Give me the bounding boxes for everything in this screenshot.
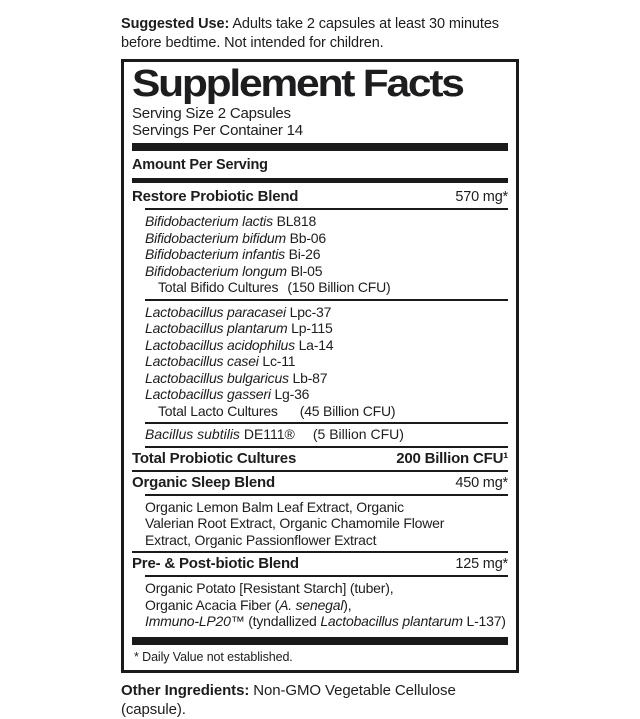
species-name: Bifidobacterium longum	[145, 262, 287, 279]
ingredient-line: Extract, Organic Passionflower Extract	[145, 531, 377, 548]
list-item	[145, 320, 508, 337]
suggested-use	[121, 15, 519, 53]
strain-id: BL818	[272, 213, 317, 229]
lacto-total-value: (45 Billion CFU)	[299, 402, 396, 419]
servings-per-container: Servings Per Container 14	[132, 122, 303, 139]
species-name: Lactobacillus paracasei	[145, 303, 286, 320]
prepost-blend-ingredients	[132, 577, 508, 633]
ingredient-line: Organic Lemon Balm Leaf Extract, Organic	[145, 498, 404, 515]
prepost-blend-amount: 125 mg*	[455, 556, 508, 572]
supplement-facts-panel	[121, 59, 519, 673]
lacto-total-label: Total Lacto Cultures	[158, 402, 278, 419]
prepost-blend-name: Pre- & Post-biotic Blend	[132, 555, 299, 572]
other-ingredients-text: Non-GMO Vegetable Cellulose (capsule).	[121, 681, 456, 718]
lacto-items	[132, 301, 508, 423]
strain-id: Bi-26	[284, 246, 321, 262]
species-name: Lactobacillus casei	[145, 353, 259, 369]
list-item	[145, 246, 508, 263]
strain-id: Lc-11	[258, 353, 296, 369]
list-item	[145, 337, 508, 354]
ingredient-line: Organic Potato [Resistant Starch] (tuber),	[145, 580, 394, 596]
sleep-blend-header	[132, 472, 508, 494]
lacto-total	[145, 403, 508, 420]
bifido-total	[145, 279, 508, 296]
panel-title: Supplement Facts	[132, 63, 463, 105]
divider-thick-top	[132, 143, 508, 151]
bifido-total-label: Total Bifido Cultures	[158, 279, 279, 295]
strain-id: Lp-115	[287, 320, 333, 336]
ingredient-text: (tyndallized	[244, 613, 321, 629]
amount-per-serving-heading: Amount Per Serving	[132, 157, 268, 173]
list-item	[145, 230, 508, 247]
species-name: Lactobacillus plantarum	[320, 613, 463, 629]
ingredient-text: Organic Acacia Fiber (	[145, 596, 280, 613]
other-ingredients	[121, 681, 519, 719]
strain-id: Lg-36	[270, 386, 310, 402]
species-name: Lactobacillus acidophilus	[145, 336, 295, 353]
list-item	[145, 263, 508, 280]
list-item	[145, 213, 508, 230]
ingredient-text: L-137)	[462, 613, 506, 629]
species-name: Bacillus subtilis	[145, 426, 240, 442]
ingredient-text: ),	[343, 596, 352, 613]
total-probiotic-row	[132, 448, 508, 470]
list-item	[145, 353, 508, 370]
species-name: Lactobacillus gasseri	[145, 386, 271, 402]
list-item	[145, 304, 508, 321]
restore-blend-header	[132, 186, 508, 208]
species-name: Bifidobacterium infantis	[145, 246, 285, 262]
sleep-blend-name: Organic Sleep Blend	[132, 473, 275, 491]
bifido-total-value: (150 Billion CFU)	[287, 279, 391, 295]
suggested-use-label: Suggested Use:	[121, 16, 230, 32]
sleep-blend-amount: 450 mg*	[455, 474, 508, 491]
species-name: Lactobacillus plantarum	[145, 320, 288, 336]
list-item	[145, 370, 508, 387]
label-page	[121, 0, 519, 719]
restore-blend-amount: 570 mg*	[455, 189, 508, 205]
species-name: Lactobacillus bulgaricus	[145, 369, 289, 386]
strain-id: DE111®	[239, 426, 295, 442]
prepost-blend-header	[132, 553, 508, 575]
species-name: A. senegal	[279, 596, 344, 613]
sleep-blend-ingredients	[132, 496, 508, 552]
strain-id: Bb-06	[285, 229, 326, 246]
bacillus-value: (5 Billion CFU)	[312, 426, 404, 442]
ingredient-line	[145, 613, 508, 630]
strain-id: La-14	[294, 336, 334, 353]
strain-id: Bl-05	[286, 262, 323, 279]
restore-blend-name: Restore Probiotic Blend	[132, 188, 299, 205]
total-probiotic-label: Total Probiotic Cultures	[132, 449, 297, 467]
trademark-name: Immuno-LP20™	[145, 613, 245, 629]
list-item	[145, 386, 508, 403]
divider-medium	[132, 178, 508, 183]
divider-thick-bottom	[132, 637, 508, 645]
ingredient-line: Valerian Root Extract, Organic Chamomile Flower	[145, 515, 445, 531]
strain-id: Lpc-37	[285, 303, 332, 320]
total-probiotic-value: 200 Billion CFU¹	[396, 449, 508, 467]
strain-id: Lb-87	[288, 369, 328, 386]
species-name: Bifidobacterium lactis	[145, 213, 273, 229]
serving-size: Serving Size 2 Capsules	[132, 105, 291, 122]
bacillus-item	[132, 424, 508, 446]
suggested-use-text: Adults take 2 capsules at least 30 minutes before bedtime. Not intended for children.	[121, 16, 499, 51]
bifido-items	[132, 210, 508, 299]
ingredient-line	[145, 597, 508, 614]
species-name: Bifidobacterium bifidum	[145, 229, 286, 246]
other-ingredients-label: Other Ingredients:	[121, 681, 250, 699]
daily-value-footnote: * Daily Value not established.	[134, 649, 293, 664]
